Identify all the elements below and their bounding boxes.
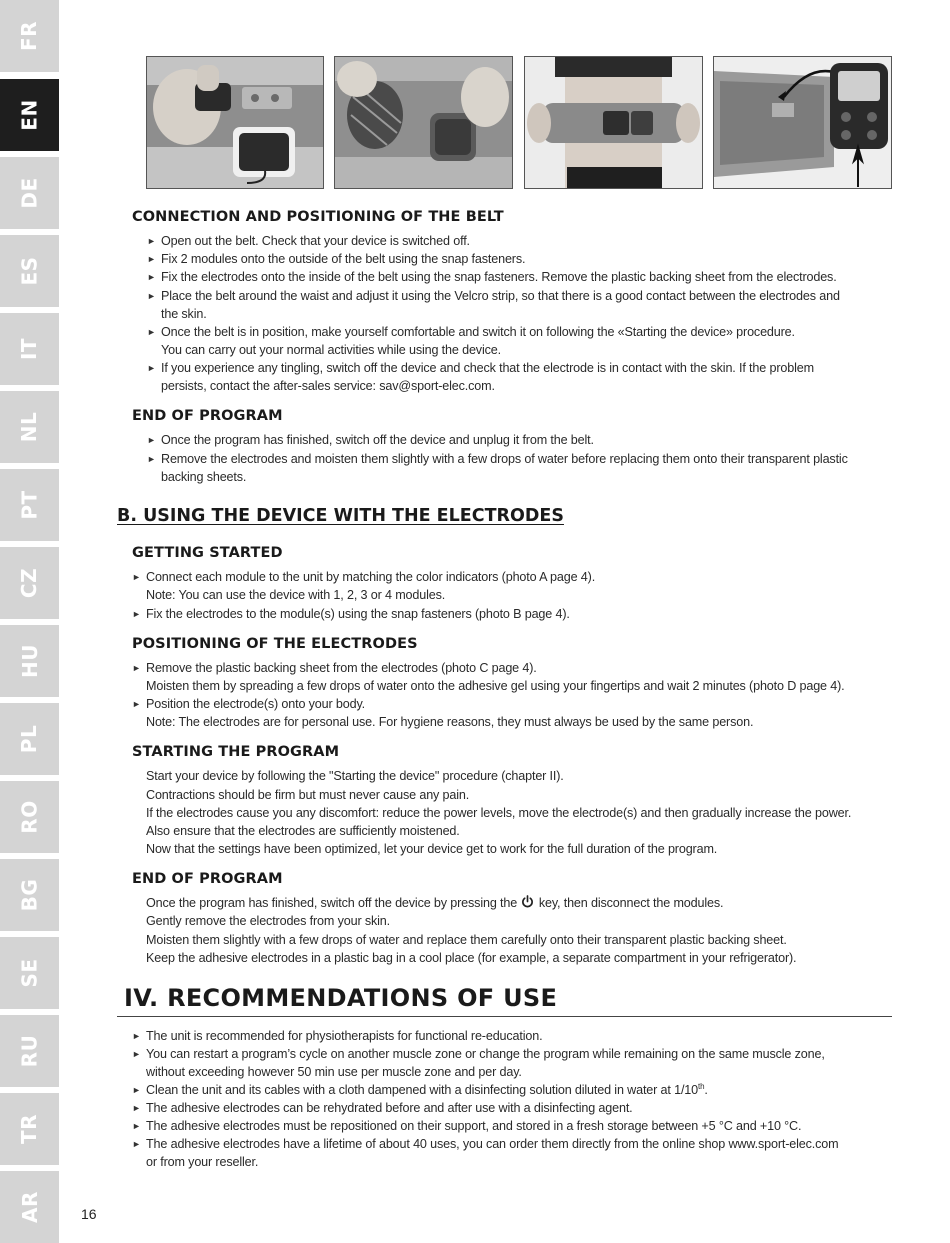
lang-tab-hu[interactable] — [0, 625, 59, 697]
bullet-arrow-icon: ► — [147, 454, 156, 464]
lang-tab-label: ES — [17, 256, 42, 286]
starting-program-line: Contractions should be firm but must never cause any pain. — [146, 788, 470, 802]
lang-tab-se[interactable] — [0, 937, 59, 1009]
end-program-belt-line: backing sheets. — [161, 470, 247, 484]
lang-tab-label: CZ — [17, 567, 42, 599]
connection-line: Place the belt around the waist and adjust it using the Velcro strip, so that there is a good contact between the electrodes and — [161, 289, 840, 303]
lang-tab-label: RU — [17, 1034, 42, 1068]
photo-remote-with-belt — [713, 56, 892, 189]
starting-program-line: Start your device by following the "Starting the device" procedure (chapter II). — [146, 769, 564, 783]
photo-module-on-belt — [146, 56, 324, 189]
end-program-electrodes-line: Moisten them slightly with a few drops of water and replace them carefully onto their transparent plastic backing sheet. — [146, 933, 787, 947]
lang-tab-pt[interactable] — [0, 469, 59, 541]
lang-tab-label: PT — [17, 490, 42, 520]
lang-tab-bg[interactable] — [0, 859, 59, 931]
section-b-title: B. USING THE DEVICE WITH THE ELECTRODES — [117, 506, 564, 526]
starting-program-line: Also ensure that the electrodes are sufficiently moistened. — [146, 824, 460, 838]
bullet-arrow-icon: ► — [147, 327, 156, 337]
recommendation-line: without exceeding however 50 min use per muscle zone and per day. — [146, 1065, 522, 1079]
lang-tab-label: FR — [17, 20, 42, 52]
lang-tab-label: SE — [17, 958, 42, 988]
bullet-arrow-icon: ► — [147, 363, 156, 373]
power-icon — [521, 895, 534, 908]
recommendation-line: or from your reseller. — [146, 1155, 259, 1169]
starting-program-line: If the electrodes cause you any discomfort: reduce the power levels, move the electrode(s) and then gradually increase the power. — [146, 806, 852, 820]
lang-tab-label: AR — [17, 1191, 42, 1223]
positioning-line: Moisten them by spreading a few drops of water onto the adhesive gel using your fingertips and wait 2 minutes (photo D page 4). — [146, 679, 845, 693]
page-number: 16 — [81, 1206, 97, 1222]
language-sidebar — [0, 0, 59, 1243]
bullet-arrow-icon: ► — [132, 572, 141, 582]
lang-tab-pl[interactable] — [0, 703, 59, 775]
bullet-arrow-icon: ► — [132, 1139, 141, 1149]
connection-heading: CONNECTION AND POSITIONING OF THE BELT — [132, 209, 504, 225]
connection-line: If you experience any tingling, switch off the device and check that the electrode is in contact with the skin. If the problem — [161, 361, 814, 375]
section-divider — [117, 1016, 892, 1017]
end-program-electrodes-line: Gently remove the electrodes from your skin. — [146, 914, 390, 928]
end-program-belt-heading: END OF PROGRAM — [132, 408, 283, 424]
lang-tab-nl[interactable] — [0, 391, 59, 463]
lang-tab-label: BG — [17, 878, 42, 912]
recommendation-line: The adhesive electrodes must be repositioned on their support, and stored in a fresh storage between +5 °C and +10 °C. — [146, 1119, 802, 1133]
lang-tab-label: HU — [17, 644, 42, 678]
connection-line: Fix the electrodes onto the inside of the belt using the snap fasteners. Remove the plastic backing sheet from the electrodes. — [161, 270, 837, 284]
bullet-arrow-icon: ► — [132, 1049, 141, 1059]
bullet-arrow-icon: ► — [147, 291, 156, 301]
recommendation-line: The adhesive electrodes have a lifetime of about 40 uses, you can order them directly from the online shop www.sport-elec.com — [146, 1137, 839, 1151]
end-program-electrodes-line: Keep the adhesive electrodes in a plastic bag in a cool place (for example, a separate compartment in your refrigerator). — [146, 951, 797, 965]
lang-tab-ro[interactable] — [0, 781, 59, 853]
connection-line: Fix 2 modules onto the outside of the belt using the snap fasteners. — [161, 252, 526, 266]
lang-tab-label: TR — [17, 1113, 42, 1145]
bullet-arrow-icon: ► — [132, 1121, 141, 1131]
lang-tab-ar[interactable] — [0, 1171, 59, 1243]
bullet-arrow-icon: ► — [132, 663, 141, 673]
starting-program-line: Now that the settings have been optimized, let your device get to work for the full duration of the program. — [146, 842, 718, 856]
photo-electrodes-on-belt — [334, 56, 513, 189]
lang-tab-tr[interactable] — [0, 1093, 59, 1165]
recommendation-line: The unit is recommended for physiotherapists for functional re-education. — [146, 1029, 543, 1043]
positioning-heading: POSITIONING OF THE ELECTRODES — [132, 636, 418, 652]
lang-tab-label: DE — [17, 177, 42, 209]
end-program-belt-line: Once the program has finished, switch off the device and unplug it from the belt. — [161, 433, 594, 447]
getting-started-line: Connect each module to the unit by matching the color indicators (photo A page 4). — [146, 570, 596, 584]
photo-belt-on-waist — [524, 56, 703, 189]
positioning-line: Position the electrode(s) onto your body. — [146, 697, 366, 711]
lang-tab-de[interactable] — [0, 157, 59, 229]
lang-tab-ru[interactable] — [0, 1015, 59, 1087]
lang-tab-fr[interactable] — [0, 0, 59, 72]
connection-line: persists, contact the after-sales service: sav@sport-elec.com. — [161, 379, 495, 393]
end-program-text-after: key, then disconnect the modules. — [538, 896, 724, 910]
bullet-arrow-icon: ► — [147, 254, 156, 264]
end-program-electrodes-line — [146, 894, 723, 912]
end-program-text-before: Once the program has finished, switch off the device by pressing the — [146, 896, 518, 910]
bullet-arrow-icon: ► — [147, 236, 156, 246]
section-iv-title: IV. RECOMMENDATIONS OF USE — [124, 984, 558, 1012]
getting-started-line: Note: You can use the device with 1, 2, 3 or 4 modules. — [146, 588, 446, 602]
bullet-arrow-icon: ► — [147, 435, 156, 445]
starting-program-heading: STARTING THE PROGRAM — [132, 744, 340, 760]
lang-tab-label: RO — [17, 800, 42, 834]
bullet-arrow-icon: ► — [132, 609, 141, 619]
connection-line: the skin. — [161, 307, 207, 321]
connection-line: You can carry out your normal activities while using the device. — [161, 343, 501, 357]
lang-tab-label: PL — [17, 724, 42, 754]
end-program-electrodes-heading: END OF PROGRAM — [132, 871, 283, 887]
lang-tab-cz[interactable] — [0, 547, 59, 619]
recommendation-line — [146, 1081, 708, 1099]
bullet-arrow-icon: ► — [132, 1031, 141, 1041]
getting-started-heading: GETTING STARTED — [132, 545, 283, 561]
connection-line: Once the belt is in position, make yourself comfortable and switch it on following the «Starting the device» procedure. — [161, 325, 795, 339]
lang-tab-it[interactable] — [0, 313, 59, 385]
lang-tab-label: IT — [17, 337, 42, 361]
getting-started-line: Fix the electrodes to the module(s) using the snap fasteners (photo B page 4). — [146, 607, 570, 621]
connection-line: Open out the belt. Check that your device is switched off. — [161, 234, 470, 248]
recommendation-line: You can restart a program’s cycle on another muscle zone or change the program while remaining on the same muscle zone, — [146, 1047, 825, 1061]
lang-tab-es[interactable] — [0, 235, 59, 307]
end-program-belt-line: Remove the electrodes and moisten them slightly with a few drops of water before replacing them onto their transparent plastic — [161, 452, 848, 466]
positioning-line: Remove the plastic backing sheet from the electrodes (photo C page 4). — [146, 661, 537, 675]
lang-tab-label: EN — [17, 99, 42, 131]
lang-tab-en[interactable] — [0, 79, 59, 151]
lang-tab-label: NL — [17, 411, 42, 443]
bullet-arrow-icon: ► — [132, 1103, 141, 1113]
dilution-text: Clean the unit and its cables with a cloth dampened with a disinfecting solution diluted in water at 1/10 — [146, 1083, 699, 1097]
dilution-superscript: th — [698, 1081, 705, 1091]
bullet-arrow-icon: ► — [132, 699, 141, 709]
positioning-line: Note: The electrodes are for personal use. For hygiene reasons, they must always be used by the same person. — [146, 715, 754, 729]
bullet-arrow-icon: ► — [147, 272, 156, 282]
bullet-arrow-icon: ► — [132, 1085, 141, 1095]
dilution-end: . — [704, 1083, 708, 1097]
recommendation-line: The adhesive electrodes can be rehydrated before and after use with a disinfecting agent. — [146, 1101, 633, 1115]
